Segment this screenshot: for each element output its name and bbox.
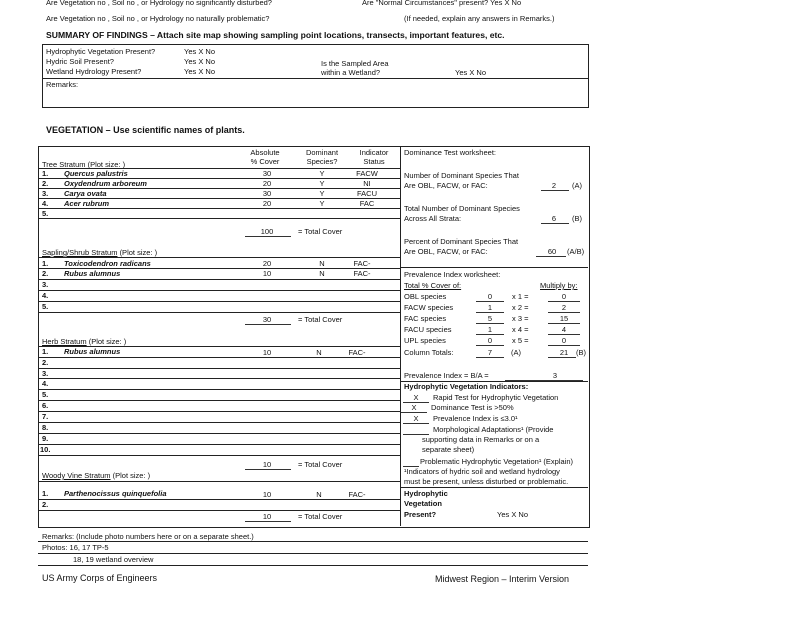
herb-row-7-num: 7. [42, 412, 49, 421]
vine-row-1-cover: 10 [262, 490, 272, 499]
row-line [38, 389, 400, 390]
sap-row-5-num: 5. [42, 302, 49, 311]
tree-row-4-dominant: Y [319, 199, 325, 208]
row-line [38, 290, 400, 291]
tree-row-3-dominant: Y [319, 189, 325, 198]
column-total-a-tag: (A) [511, 348, 521, 357]
value-underline [548, 357, 576, 358]
indicator-3-text: Prevalence Index is ≤3.0¹ [433, 414, 518, 423]
tree-row-3-num: 3. [42, 189, 49, 198]
row-line [38, 218, 400, 219]
section-divider [400, 487, 588, 488]
hydrology-answer: Yes X No [184, 67, 215, 76]
row-line [38, 257, 400, 258]
species-header: Species? [306, 157, 338, 166]
value-underline [536, 256, 566, 257]
dominance-c-value: 60 [547, 247, 557, 256]
hydrophytic-vegetation-present: Hydrophytic Vegetation Present? [46, 47, 156, 56]
tree-row-5-num: 5. [42, 209, 49, 218]
indicator-footnote-1: ¹Indicators of hydric soil and wetland hydrology [404, 467, 560, 476]
explain-note: (If needed, explain any answers in Remarks.) [404, 14, 555, 23]
herb-row-1-species: Rubus alumnus [64, 347, 121, 356]
row-line [38, 444, 400, 445]
sap-row-2-num: 2. [42, 269, 49, 278]
dominance-a-tag: (A) [572, 181, 582, 190]
table-center-divider [400, 146, 401, 526]
total-underline [245, 521, 291, 522]
indicator-4-text: Morphological Adaptations¹ (Provide [433, 425, 554, 434]
dominance-b-line2: Across All Strata: [404, 214, 462, 223]
sap-row-2-dominant: N [319, 269, 325, 278]
within-wetland-question: within a Wetland? [321, 68, 381, 77]
prev-obl-mult: x 1 = [512, 292, 529, 301]
tree-row-4-num: 4. [42, 199, 49, 208]
indicator-4-text-3: separate sheet) [422, 445, 475, 454]
sap-row-2-status: FAC- [353, 269, 371, 278]
tree-row-4-cover: 20 [262, 199, 272, 208]
prevalence-index-value: 3 [552, 371, 558, 380]
section-divider [400, 267, 588, 268]
prev-fac-label: FAC species [404, 314, 447, 323]
vine-row-2-num: 2. [42, 500, 49, 509]
herb-row-5-num: 5. [42, 390, 49, 399]
sap-row-4-num: 4. [42, 291, 49, 300]
tree-stratum-label: Tree Stratum (Plot size: ) [42, 160, 126, 169]
dominance-c-line1: Percent of Dominant Species That [404, 237, 519, 246]
sap-row-1-species: Toxicodendron radicans [64, 259, 151, 268]
tree-row-3-status: FACU [356, 189, 377, 198]
indicators-title: Hydrophytic Vegetation Indicators: [404, 382, 529, 391]
indicator-2-mark: X [411, 403, 417, 412]
sampled-area-question: Is the Sampled Area [321, 59, 389, 68]
value-underline [548, 323, 580, 324]
tree-row-1-dominant: Y [319, 169, 325, 178]
row-line [38, 499, 400, 500]
normal-circumstances-question: Are "Normal Circumstances" present? Yes X No [362, 0, 522, 7]
value-underline [476, 334, 504, 335]
prev-fac-mult: x 3 = [512, 314, 529, 323]
indicator-header: Indicator [359, 148, 389, 157]
remarks-line [38, 541, 588, 542]
veg-remarks: Remarks: (Include photo numbers here or on a separate sheet.) [42, 532, 254, 541]
indicator-2-text: Dominance Test is >50% [431, 403, 514, 412]
sap-row-1-num: 1. [42, 259, 49, 268]
tree-row-1-cover: 30 [262, 169, 272, 178]
tree-total: 100 [260, 227, 274, 236]
wetland-answer: Yes X No [455, 68, 486, 77]
prev-fac-res: 15 [559, 314, 569, 323]
herb-row-6-num: 6. [42, 401, 49, 410]
value-underline [476, 312, 504, 313]
herb-row-1-cover: 10 [262, 348, 272, 357]
tree-row-2-dominant: Y [319, 179, 325, 188]
value-underline [476, 345, 504, 346]
herb-stratum-label: Herb Stratum (Plot size: ) [42, 337, 127, 346]
prevalence-col2: Multiply by: [540, 281, 578, 290]
tree-row-1-status: FACW [356, 169, 378, 178]
prevalence-col1: Total % Cover of: [404, 281, 462, 290]
row-line [38, 368, 400, 369]
tree-row-1-num: 1. [42, 169, 49, 178]
hydric-soil-present: Hydric Soil Present? [46, 57, 114, 66]
footer-left: US Army Corps of Engineers [42, 573, 158, 583]
cover-header: % Cover [250, 157, 280, 166]
prev-facu-res: 4 [561, 325, 567, 334]
vegetation-heading: VEGETATION – Use scientific names of plants. [46, 125, 245, 135]
photos-line-1: Photos: 16, 17 TP-5 [42, 543, 109, 552]
prev-upl-label: UPL species [404, 336, 446, 345]
dominance-a-line1: Number of Dominant Species That [404, 171, 519, 180]
sap-row-3-num: 3. [42, 280, 49, 289]
sap-row-1-status: FAC- [353, 259, 371, 268]
sap-row-1-cover: 20 [262, 259, 272, 268]
tree-row-2-status: NI [363, 179, 371, 188]
vine-row-1-status: FAC- [348, 490, 366, 499]
herb-row-10-num: 10. [40, 445, 51, 454]
vine-total-label: = Total Cover [298, 512, 343, 521]
row-line [38, 312, 400, 313]
row-line [38, 411, 400, 412]
row-line [38, 433, 400, 434]
prev-upl-val: 0 [487, 336, 493, 345]
tree-row-4-status: FAC [359, 199, 375, 208]
hv-present-line2: Vegetation [404, 499, 442, 508]
tree-total-label: = Total Cover [298, 227, 343, 236]
vine-row-1-dominant: N [316, 490, 322, 499]
remarks-line [38, 553, 588, 554]
summary-remarks: Remarks: [46, 80, 79, 89]
status-header: Status [363, 157, 385, 166]
column-total-b: 21 [559, 348, 569, 357]
value-underline [548, 312, 580, 313]
row-line [38, 400, 400, 401]
sapling-stratum-label: Sapling/Shrub Stratum (Plot size: ) [42, 248, 158, 257]
check-underline [401, 412, 427, 413]
prev-facw-res: 2 [561, 303, 567, 312]
wetland-hydrology-present: Wetland Hydrology Present? [46, 67, 142, 76]
hydric-answer: Yes X No [184, 57, 215, 66]
row-line [38, 455, 400, 456]
prevalence-index-label: Prevalence Index = B/A = [404, 371, 489, 380]
dominance-title: Dominance Test worksheet: [404, 148, 496, 157]
vegetation-disturbed-question: Are Vegetation no , Soil no , or Hydrology no significantly disturbed? [46, 0, 272, 7]
dominant-header: Dominant [305, 148, 339, 157]
absolute-header: Absolute [250, 148, 280, 157]
prev-fac-val: 5 [487, 314, 493, 323]
row-line [38, 301, 400, 302]
dominance-b-line1: Total Number of Dominant Species [404, 204, 520, 213]
tree-row-2-cover: 20 [262, 179, 272, 188]
dominance-a-value: 2 [551, 181, 557, 190]
value-underline [548, 334, 580, 335]
value-underline [548, 345, 580, 346]
hv-present-line1: Hydrophytic [404, 489, 448, 498]
row-line [38, 481, 400, 482]
value-underline [476, 301, 504, 302]
vine-row-1-num: 1. [42, 489, 49, 498]
herb-total: 10 [262, 460, 272, 469]
herb-row-8-num: 8. [42, 423, 49, 432]
herb-row-9-num: 9. [42, 434, 49, 443]
herb-total-label: = Total Cover [298, 460, 343, 469]
vine-total: 10 [262, 512, 272, 521]
footer-right: Midwest Region – Interim Version [435, 574, 570, 584]
total-underline [245, 236, 291, 237]
hydrophytic-answer: Yes X No [184, 47, 215, 56]
prev-facw-label: FACW species [404, 303, 454, 312]
dominance-b-value: 6 [551, 214, 557, 223]
indicator-footnote-2: must be present, unless disturbed or problematic. [404, 477, 569, 486]
row-line [38, 422, 400, 423]
vine-row-1-species: Parthenocissus quinquefolia [64, 489, 167, 498]
herb-row-1-dominant: N [316, 348, 322, 357]
value-underline [476, 357, 504, 358]
row-line [38, 357, 400, 358]
prev-facu-val: 1 [487, 325, 493, 334]
indicator-4-text-2: supporting data in Remarks or on a [422, 435, 540, 444]
prev-obl-res: 0 [561, 292, 567, 301]
prev-facw-val: 1 [487, 303, 493, 312]
prev-obl-label: OBL species [404, 292, 447, 301]
sap-total-label: = Total Cover [298, 315, 343, 324]
prev-facw-mult: x 2 = [512, 303, 529, 312]
value-underline [541, 223, 569, 224]
summary-divider [42, 78, 589, 79]
vine-stratum-label: Woody Vine Stratum (Plot size: ) [42, 471, 151, 480]
indicator-3-mark: X [413, 414, 419, 423]
prev-facu-mult: x 4 = [512, 325, 529, 334]
tree-row-1-species: Quercus palustris [64, 169, 128, 178]
tree-row-2-species: Oxydendrum arboreum [64, 179, 147, 188]
tree-row-3-species: Carya ovata [64, 189, 107, 198]
prevalence-title: Prevalence Index worksheet: [404, 270, 501, 279]
indicator-5-text: Problematic Hydrophytic Vegetation¹ (Explain) [420, 457, 573, 466]
row-line [38, 378, 400, 379]
tree-row-3-cover: 30 [262, 189, 272, 198]
indicator-1-mark: X [413, 393, 419, 402]
indicator-1-text: Rapid Test for Hydrophytic Vegetation [433, 393, 559, 402]
photos-line-2: 18, 19 wetland overview [73, 555, 154, 564]
dominance-a-line2: Are OBL, FACW, or FAC: [404, 181, 488, 190]
value-underline [541, 190, 569, 191]
sap-row-1-dominant: N [319, 259, 325, 268]
sap-row-2-cover: 10 [262, 269, 272, 278]
hv-present-answer: Yes X No [497, 510, 528, 519]
herb-row-2-num: 2. [42, 358, 49, 367]
sap-total: 30 [262, 315, 272, 324]
row-line [38, 279, 400, 280]
row-line [38, 510, 400, 511]
herb-row-3-num: 3. [42, 369, 49, 378]
prev-upl-res: 0 [561, 336, 567, 345]
column-totals-label: Column Totals: [404, 348, 454, 357]
sap-row-2-species: Rubus alumnus [64, 269, 121, 278]
dominance-c-tag: (A/B) [567, 247, 585, 256]
summary-heading: SUMMARY OF FINDINGS – Attach site map showing sampling point locations, transects, important features, etc. [46, 30, 505, 40]
herb-row-1-status: FAC- [348, 348, 366, 357]
prev-upl-mult: x 5 = [512, 336, 529, 345]
check-underline [403, 423, 429, 424]
column-total-b-tag: (B) [576, 348, 586, 357]
prev-facu-label: FACU species [404, 325, 452, 334]
total-underline [245, 324, 291, 325]
prev-obl-val: 0 [487, 292, 493, 301]
tree-row-4-species: Acer rubrum [64, 199, 110, 208]
naturally-problematic-question: Are Vegetation no , Soil no , or Hydrology no naturally problematic? [46, 14, 270, 23]
dominance-b-tag: (B) [572, 214, 582, 223]
remarks-line [38, 565, 588, 566]
herb-row-1-num: 1. [42, 347, 49, 356]
total-underline [245, 469, 291, 470]
hv-present-line3: Present? [404, 510, 437, 519]
dominance-c-line2: Are OBL, FACW, or FAC: [404, 247, 488, 256]
row-line [38, 208, 400, 209]
value-underline [476, 323, 504, 324]
herb-row-4-num: 4. [42, 379, 49, 388]
tree-row-2-num: 2. [42, 179, 49, 188]
value-underline [548, 301, 580, 302]
column-total-a: 7 [487, 348, 493, 357]
